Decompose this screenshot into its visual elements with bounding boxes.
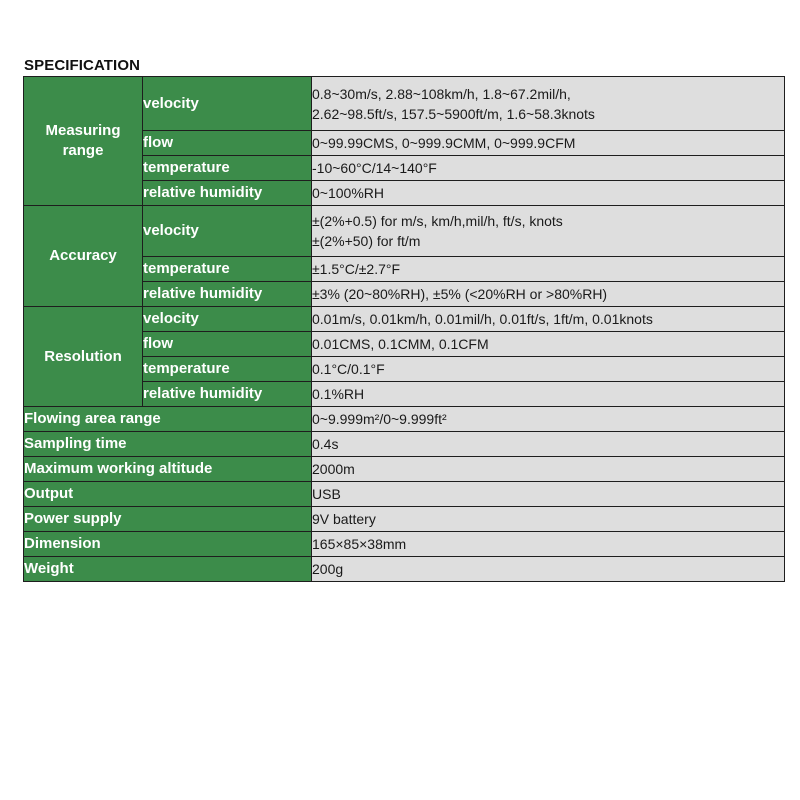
table-row xyxy=(24,507,785,532)
row-value-flowing-area: 0~9.999m²/0~9.999ft² xyxy=(312,407,785,432)
value-line: 0.8~30m/s, 2.88~108km/h, 1.8~67.2mil/h, xyxy=(312,85,571,102)
row-label-temperature: temperature xyxy=(143,156,312,181)
row-label-weight: Weight xyxy=(24,557,312,582)
value-line: ±(2%+0.5) for m/s, km/h,mil/h, ft/s, knots xyxy=(312,213,563,229)
table-row xyxy=(24,407,785,432)
row-label-output: Output xyxy=(24,482,312,507)
table-row xyxy=(24,307,785,332)
group-resolution: Resolution xyxy=(24,307,143,407)
row-value-humidity: 0~100%RH xyxy=(312,181,785,206)
row-label-humidity: relative humidity xyxy=(143,181,312,206)
row-label-sampling-time: Sampling time xyxy=(24,432,312,457)
row-value-velocity: 0.01m/s, 0.01km/h, 0.01mil/h, 0.01ft/s, 1ft/m, 0.01knots xyxy=(312,307,785,332)
row-value-sampling-time: 0.4s xyxy=(312,432,785,457)
specification-table xyxy=(23,76,785,582)
row-label-dimension: Dimension xyxy=(24,532,312,557)
row-label-temperature: temperature xyxy=(143,357,312,382)
row-label-velocity: velocity xyxy=(143,77,312,131)
row-value-output: USB xyxy=(312,482,785,507)
table-row xyxy=(24,457,785,482)
row-value-velocity xyxy=(312,206,785,257)
row-value-humidity: ±3% (20~80%RH), ±5% (<20%RH or >80%RH) xyxy=(312,282,785,307)
value-line: 2.62~98.5ft/s, 157.5~5900ft/m, 1.6~58.3knots xyxy=(312,105,595,122)
row-value-humidity: 0.1%RH xyxy=(312,382,785,407)
row-value-flow: 0.01CMS, 0.1CMM, 0.1CFM xyxy=(312,332,785,357)
row-label-flowing-area: Flowing area range xyxy=(24,407,312,432)
row-label-flow: flow xyxy=(143,131,312,156)
table-row xyxy=(24,557,785,582)
row-value-temperature: ±1.5°C/±2.7°F xyxy=(312,257,785,282)
row-label-max-altitude: Maximum working altitude xyxy=(24,457,312,482)
row-value-velocity xyxy=(312,77,785,131)
row-value-temperature: 0.1°C/0.1°F xyxy=(312,357,785,382)
row-label-humidity: relative humidity xyxy=(143,282,312,307)
table-row xyxy=(24,206,785,257)
table-row xyxy=(24,432,785,457)
row-label-flow: flow xyxy=(143,332,312,357)
page-title: SPECIFICATION xyxy=(24,57,141,74)
row-label-velocity: velocity xyxy=(143,206,312,257)
table-row xyxy=(24,482,785,507)
value-line: ±(2%+50) for ft/m xyxy=(312,233,421,249)
group-accuracy: Accuracy xyxy=(24,206,143,307)
row-label-temperature: temperature xyxy=(143,257,312,282)
row-value-weight: 200g xyxy=(312,557,785,582)
row-value-max-altitude: 2000m xyxy=(312,457,785,482)
row-value-flow: 0~99.99CMS, 0~999.9CMM, 0~999.9CFM xyxy=(312,131,785,156)
group-measuring-range: Measuring range xyxy=(24,77,143,206)
table-row xyxy=(24,77,785,131)
row-label-power-supply: Power supply xyxy=(24,507,312,532)
row-label-velocity: velocity xyxy=(143,307,312,332)
table-row xyxy=(24,532,785,557)
row-value-temperature: -10~60°C/14~140°F xyxy=(312,156,785,181)
row-value-dimension: 165×85×38mm xyxy=(312,532,785,557)
row-label-humidity: relative humidity xyxy=(143,382,312,407)
row-value-power-supply: 9V battery xyxy=(312,507,785,532)
